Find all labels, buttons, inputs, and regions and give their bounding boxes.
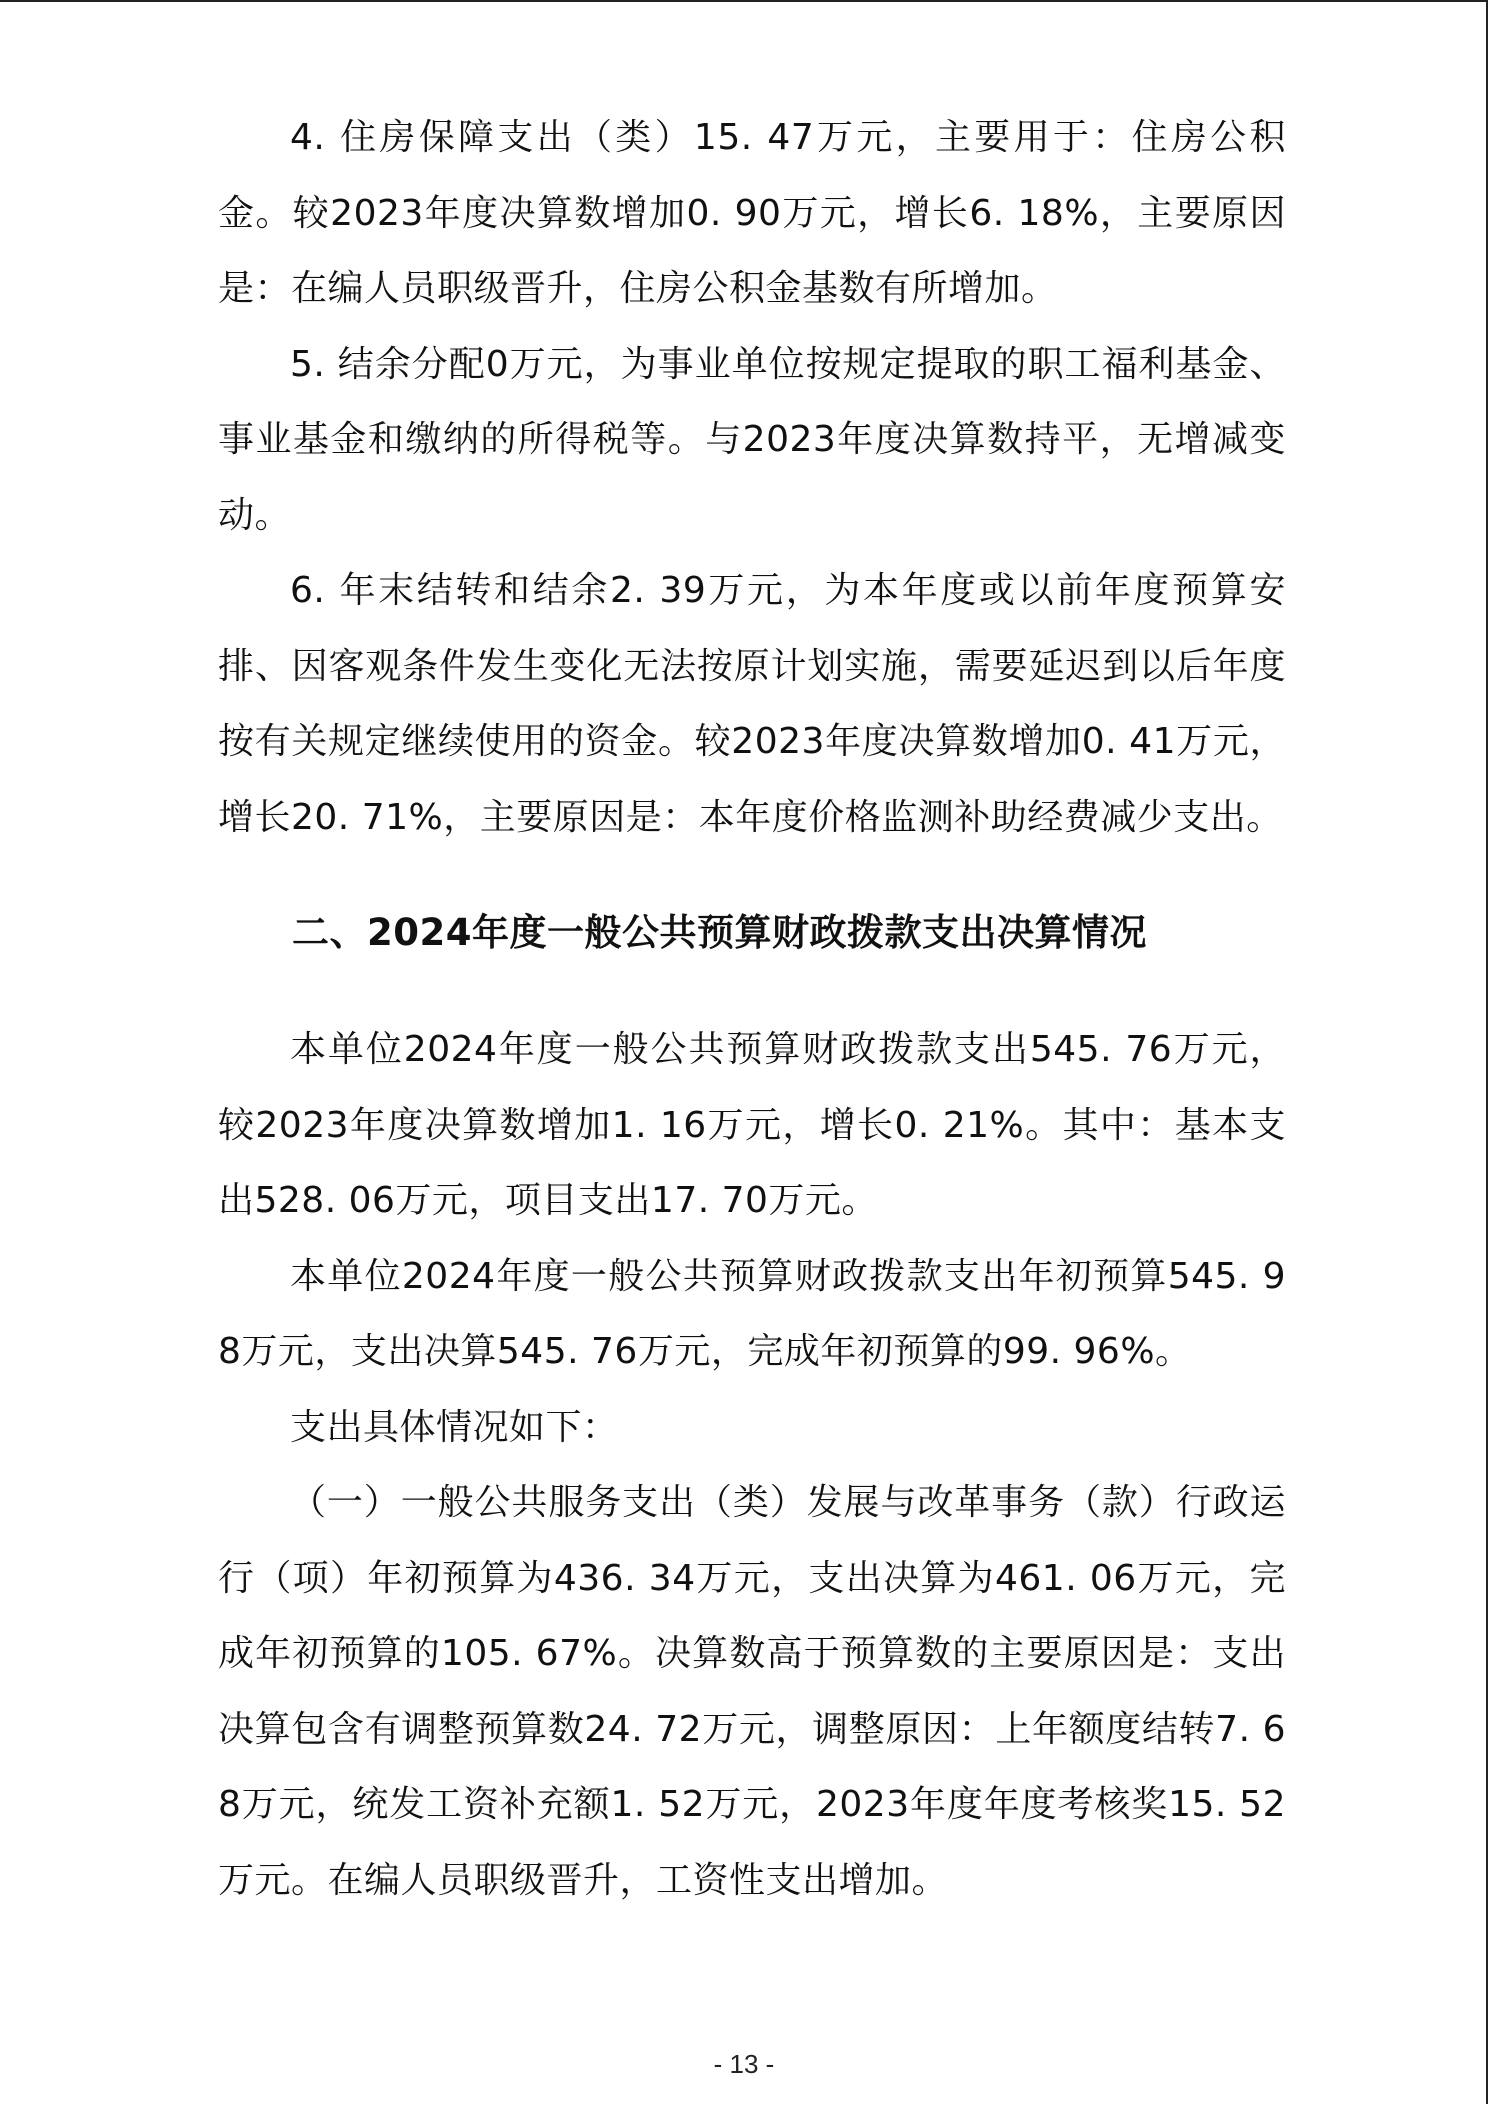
paragraph-surplus-distribution: 5. 结余分配0万元，为事业单位按规定提取的职工福利基金、事业基金和缴纳的所得税等。与2023年度决算数持平，无增减变动。 [218, 343, 1286, 536]
section-heading: 二、2024年度一般公共预算财政拨款支出决算情况 [292, 911, 1147, 954]
paragraph-year-end-carryover: 6. 年末结转和结余2. 39万元，为本年度或以前年度预算安排、因客观条件发生变化无法按原计划实施，需要延迟到以后年度按有关规定继续使用的资金。较2023年度决算数增加0. 41万元，增长20. 71%，主要原因是：本年度价格监测补助经费减少支出。 [218, 570, 1286, 838]
document-body [218, 100, 1286, 1918]
paragraph-details-intro: 支出具体情况如下： [290, 1406, 619, 1448]
page-number: - 13 - [713, 2049, 775, 2079]
paragraph-general-public-services: （一）一般公共服务支出（类）发展与改革事务（款）行政运行（项）年初预算为436. 34万元，支出决算为461. 06万元，完成年初预算的105. 67%。决算数高于预算数的主要原因是：支出决算包含有调整预算数24. 72万元，调整原因：上年额度结转7. 68万元，统发工资补充额1. 52万元，2023年度年度考核奖15. 52万元。在编人员职级晋升，工资性支出增加。 [218, 1482, 1286, 1901]
paragraph-budget-completion: 本单位2024年度一般公共预算财政拨款支出年初预算545. 98万元，支出决算545. 76万元，完成年初预算的99. 96%。 [218, 1255, 1286, 1372]
paragraph-total-expenditure: 本单位2024年度一般公共预算财政拨款支出545. 76万元，较2023年度决算数增加1. 16万元，增长0. 21%。其中：基本支出528. 06万元，项目支出17. 70万元。 [218, 1029, 1286, 1221]
paragraph-housing-expenditure: 4. 住房保障支出（类）15. 47万元，主要用于：住房公积金。较2023年度决算数增加0. 90万元，增长6. 18%，主要原因是：在编人员职级晋升，住房公积金基数有所增加。 [218, 117, 1286, 309]
